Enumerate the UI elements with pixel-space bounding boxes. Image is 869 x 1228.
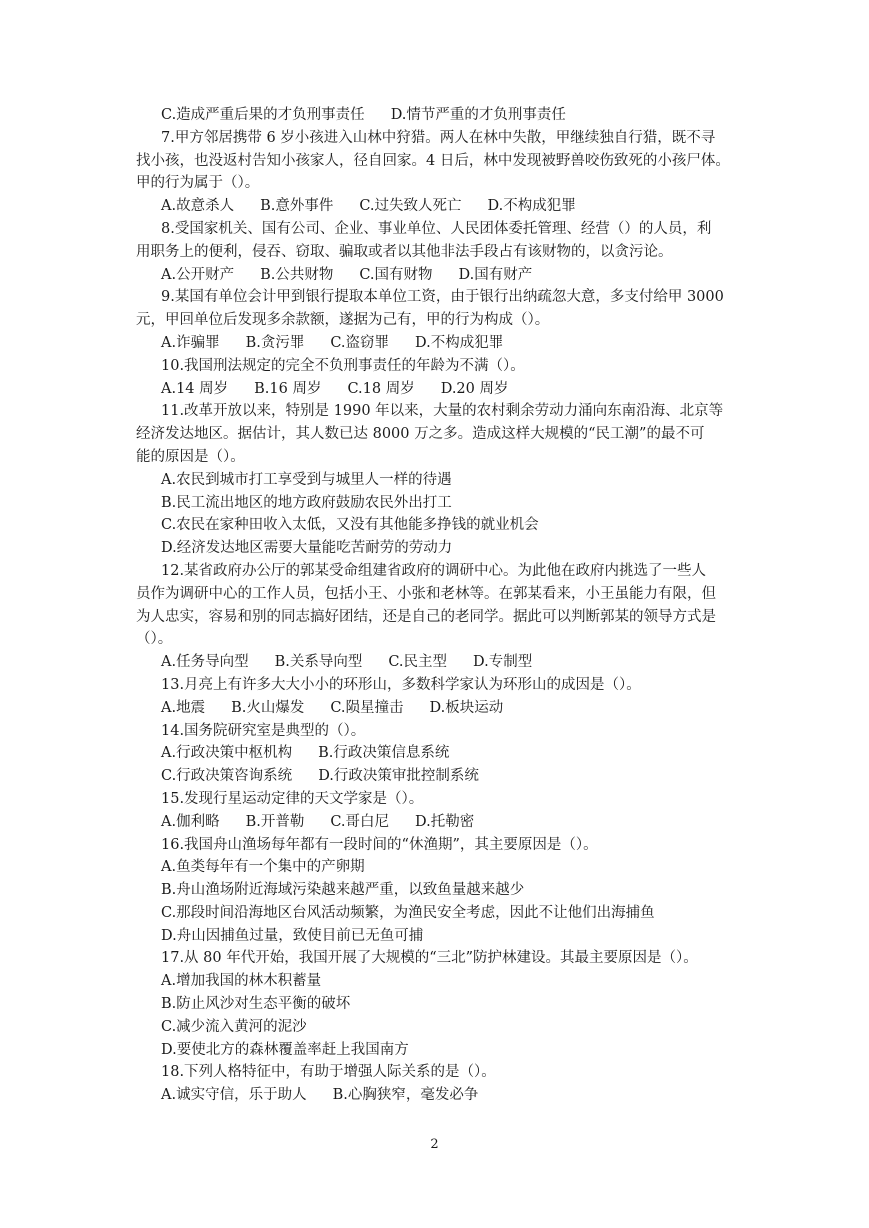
text-line: D.经济发达地区需要大量能吃苦耐劳的劳动力 (161, 540, 453, 557)
option-text: C.民主型 (388, 654, 448, 671)
text-line: （）。 (136, 631, 173, 648)
text-line: 16.我国舟山渔场每年都有一段时间的“休渔期”，其主要原因是（）。 (161, 836, 598, 853)
option-text: A.14 周岁 (161, 380, 229, 397)
text-line: C.减少流入黄河的泥沙 (161, 1018, 307, 1035)
option-text: A.故意杀人 (161, 198, 235, 215)
option-text: A.行政决策中枢机构 (161, 745, 293, 762)
text-line: 15.发现行星运动定律的天文学家是（）。 (161, 790, 424, 807)
options-line (136, 811, 742, 834)
options-line (136, 765, 742, 788)
text-line: A.农民到城市打工享受到与城里人一样的待遇 (161, 471, 452, 488)
text-line: B.舟山渔场附近海域污染越来越严重，以致鱼量越来越少 (161, 882, 525, 899)
option-text: B.公共财物 (260, 266, 334, 283)
option-text: B.16 周岁 (254, 380, 322, 397)
text-line: A.增加我国的林木积蓄量 (161, 973, 322, 990)
text-line: C.那段时间沿海地区台风活动频繁，为渔民安全考虑，因此不让他们出海捕鱼 (161, 904, 655, 921)
option-text: B.心胸狭窄，毫发必争 (332, 1087, 479, 1104)
text-line: 11.改革开放以来，特别是 1990 年以来，大量的农村剩余劳动力涌向东南沿海、北京等 (161, 403, 724, 420)
option-text: A.诈骗罪 (161, 334, 220, 351)
text-line: 18.下列人格特征中，有助于增强人际关系的是（）。 (161, 1064, 496, 1081)
options-line (136, 264, 742, 287)
option-text: C.盗窃罪 (330, 334, 390, 351)
text-line: A.鱼类每年有一个集中的产卵期 (161, 859, 365, 876)
text-line: D.要使北方的森林覆盖率赶上我国南方 (161, 1041, 409, 1058)
option-text: A.伽利略 (161, 813, 220, 830)
option-text: D.专制型 (473, 654, 533, 671)
option-text: C.18 周岁 (347, 380, 415, 397)
text-line: 甲的行为属于（）。 (136, 175, 260, 192)
options-line (136, 378, 742, 401)
text-line: 9.某国有单位会计甲到银行提取本单位工资，由于银行出纳疏忽大意，多支付给甲 3000 (161, 289, 724, 306)
text-line: B.民工流出地区的地方政府鼓励农民外出打工 (161, 494, 452, 511)
options-line (136, 195, 742, 218)
option-text: B.火山爆发 (231, 699, 305, 716)
option-text: D.行政决策审批控制系统 (318, 768, 479, 785)
option-text: D.托勒密 (415, 813, 475, 830)
text-line: 10.我国刑法规定的完全不负刑事责任的年龄为不满（）。 (161, 357, 525, 374)
options-line (136, 104, 742, 127)
options-line (136, 651, 742, 674)
options-line (136, 332, 742, 355)
text-line: 员作为调研中心的工作人员，包括小王、小张和老林等。在郭某看来，小王虽能力有限，但 (136, 585, 716, 602)
option-text: A.任务导向型 (161, 654, 249, 671)
option-text: B.意外事件 (260, 198, 334, 215)
option-text: C.哥白尼 (330, 813, 390, 830)
option-text: B.关系导向型 (274, 654, 363, 671)
text-line: 12.某省政府办公厅的郭某受命组建省政府的调研中心。为此他在政府内挑选了一些人 (161, 562, 707, 579)
options-line (136, 1084, 742, 1107)
option-text: B.开普勒 (245, 813, 305, 830)
text-line: 找小孩，也没返村告知小孩家人，径自回家。4 日后，林中发现被野兽咬伤致死的小孩尸体。 (136, 152, 730, 169)
text-line: 能的原因是（）。 (136, 448, 245, 465)
text-line: 为人忠实，容易和别的同志搞好团结，还是自己的老同学。据此可以判断郭某的领导方式是 (136, 608, 716, 625)
option-text: C.过失致人死亡 (359, 198, 462, 215)
option-text: D.20 周岁 (440, 380, 509, 397)
option-text: C.造成严重后果的才负刑事责任 (161, 107, 365, 123)
question-body (136, 104, 742, 1107)
options-line (136, 742, 742, 765)
text-line: 用职务上的便利，侵吞、窃取、骗取或者以其他非法手段占有该财物的，以贪污论。 (136, 243, 673, 260)
option-text: C.国有财物 (359, 266, 433, 283)
text-line: 8.受国家机关、国有公司、企业、事业单位、人民团体委托管理、经营（）的人员，利 (161, 220, 712, 237)
option-text: D.国有财产 (458, 266, 533, 283)
option-text: C.陨星撞击 (330, 699, 404, 716)
text-line: B.防止风沙对生态平衡的破坏 (161, 996, 351, 1013)
text-line: 13.月亮上有许多大大小小的环形山，多数科学家认为环形山的成因是（）。 (161, 676, 641, 693)
option-text: A.地震 (161, 699, 206, 716)
option-text: C.行政决策咨询系统 (161, 768, 293, 785)
option-text: D.情节严重的才负刑事责任 (390, 107, 566, 123)
option-text: D.不构成犯罪 (487, 198, 576, 215)
option-text: B.贪污罪 (245, 334, 305, 351)
options-line (136, 697, 742, 720)
text-line: 7.甲方邻居携带 6 岁小孩进入山林中狩猎。两人在林中失散，甲继续独自行猎，既不寻 (161, 129, 716, 146)
option-text: D.不构成犯罪 (415, 334, 504, 351)
text-line: 元，甲回单位后发现多余款额，遂据为己有，甲的行为构成（）。 (136, 312, 550, 329)
text-line: D.舟山因捕鱼过量，致使目前已无鱼可捕 (161, 927, 424, 944)
option-text: B.行政决策信息系统 (318, 745, 450, 762)
option-text: A.公开财产 (161, 266, 235, 283)
text-line: 14.国务院研究室是典型的（）。 (161, 722, 366, 739)
page-number: 2 (430, 1137, 439, 1152)
text-line: C.农民在家种田收入太低，又没有其他能多挣钱的就业机会 (161, 517, 539, 534)
option-text: A.诚实守信，乐于助人 (161, 1087, 307, 1104)
text-line: 17.从 80 年代开始，我国开展了大规模的“三北”防护林建设。其最主要原因是（）。 (161, 950, 698, 967)
text-line: 经济发达地区。据估计，其人数已达 8000 万之多。造成这样大规模的“民工潮”的最不可 (136, 426, 705, 443)
option-text: D.板块运动 (429, 699, 504, 716)
